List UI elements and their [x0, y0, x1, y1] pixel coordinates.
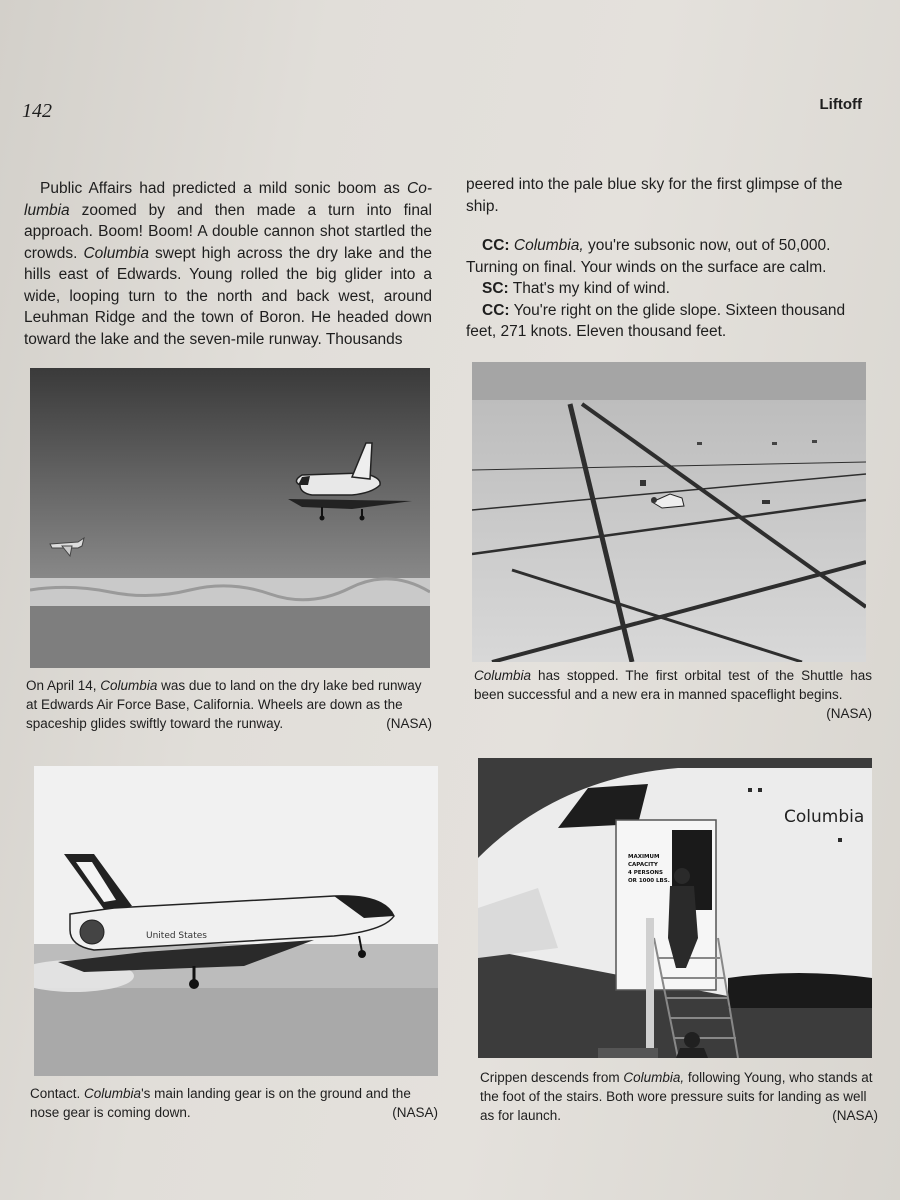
photo-shuttle-approach — [30, 368, 430, 668]
photo-credit: (NASA) — [392, 1105, 438, 1120]
caption-text: On April 14, Columbia was due to land on the dry lake bed runway at Edwards Air Force Base, California. Wheels are down as the spaceship glides swiftly toward the runway. — [26, 678, 422, 731]
photo-credit: (NASA) — [832, 1108, 878, 1123]
speaker-label: CC: — [482, 301, 510, 319]
continuation-paragraph: peered into the pale blue sky for the first glimpse of the ship. — [466, 176, 843, 215]
dialog-text: You're right on the glide slope. Sixteen thousand feet, 271 knots. Eleven thousand feet. — [466, 301, 846, 340]
photo-shuttle-touchdown — [34, 766, 438, 1076]
left-column-paragraph: Public Affairs had predicted a mild sonic boom as Co-lumbia zoomed by and then made a turn into final approach. Boom! Boom! A double cannon shot startled the crowds. Columbia swept high across the dry lake and the hills east of Edwards. Young rolled the big glider into a wide, looping turn to the north and back west, around Leuhman Ridge and the town of Boron. He headed down toward the lake and the seven-mile runway. Thousands — [24, 180, 432, 348]
dialog-text: Columbia, you're subsonic now, out of 50,000. Turning on final. Your winds on the surface are calm. — [466, 237, 831, 276]
svg-text:CAPACITY: CAPACITY — [628, 862, 658, 868]
caption-text: Contact. Columbia's main landing gear is on the ground and the nose gear is coming down. — [30, 1086, 411, 1120]
running-head: Liftoff — [819, 96, 862, 113]
svg-text:OR 1000 LBS.: OR 1000 LBS. — [628, 878, 670, 884]
speaker-label: SC: — [482, 280, 509, 297]
dialog-line-2 — [466, 278, 866, 300]
caption-photo-1 — [26, 676, 432, 733]
fuselage-text: United States — [146, 931, 207, 941]
columbia-decal: Columbia — [784, 807, 865, 827]
caption-photo-3 — [30, 1084, 438, 1122]
dialog-line-1 — [466, 235, 866, 278]
photo-lakebed-runway — [472, 362, 866, 662]
speaker-label: CC: — [482, 237, 510, 254]
photo-credit: (NASA) — [386, 716, 432, 731]
right-column — [466, 174, 866, 343]
dialog-text: That's my kind of wind. — [508, 280, 670, 297]
svg-text:MAXIMUM: MAXIMUM — [628, 854, 660, 860]
caption-text: Crippen descends from Columbia, following Young, who stands at the foot of the stairs. Both wore pressure suits for landing as well as for launch. — [480, 1070, 873, 1123]
caption-text: Columbia has stopped. The first orbital test of the Shuttle has been successful and a new era in manned spaceflight begins. — [474, 668, 872, 702]
page-number: 142 — [22, 100, 52, 122]
caption-photo-4 — [480, 1068, 878, 1125]
photo-credit: (NASA) — [826, 706, 872, 721]
photo-crew-descending — [478, 758, 872, 1058]
svg-text:4 PERSONS: 4 PERSONS — [628, 870, 663, 876]
dialog-line-3 — [466, 300, 866, 343]
caption-photo-2 — [474, 666, 872, 723]
